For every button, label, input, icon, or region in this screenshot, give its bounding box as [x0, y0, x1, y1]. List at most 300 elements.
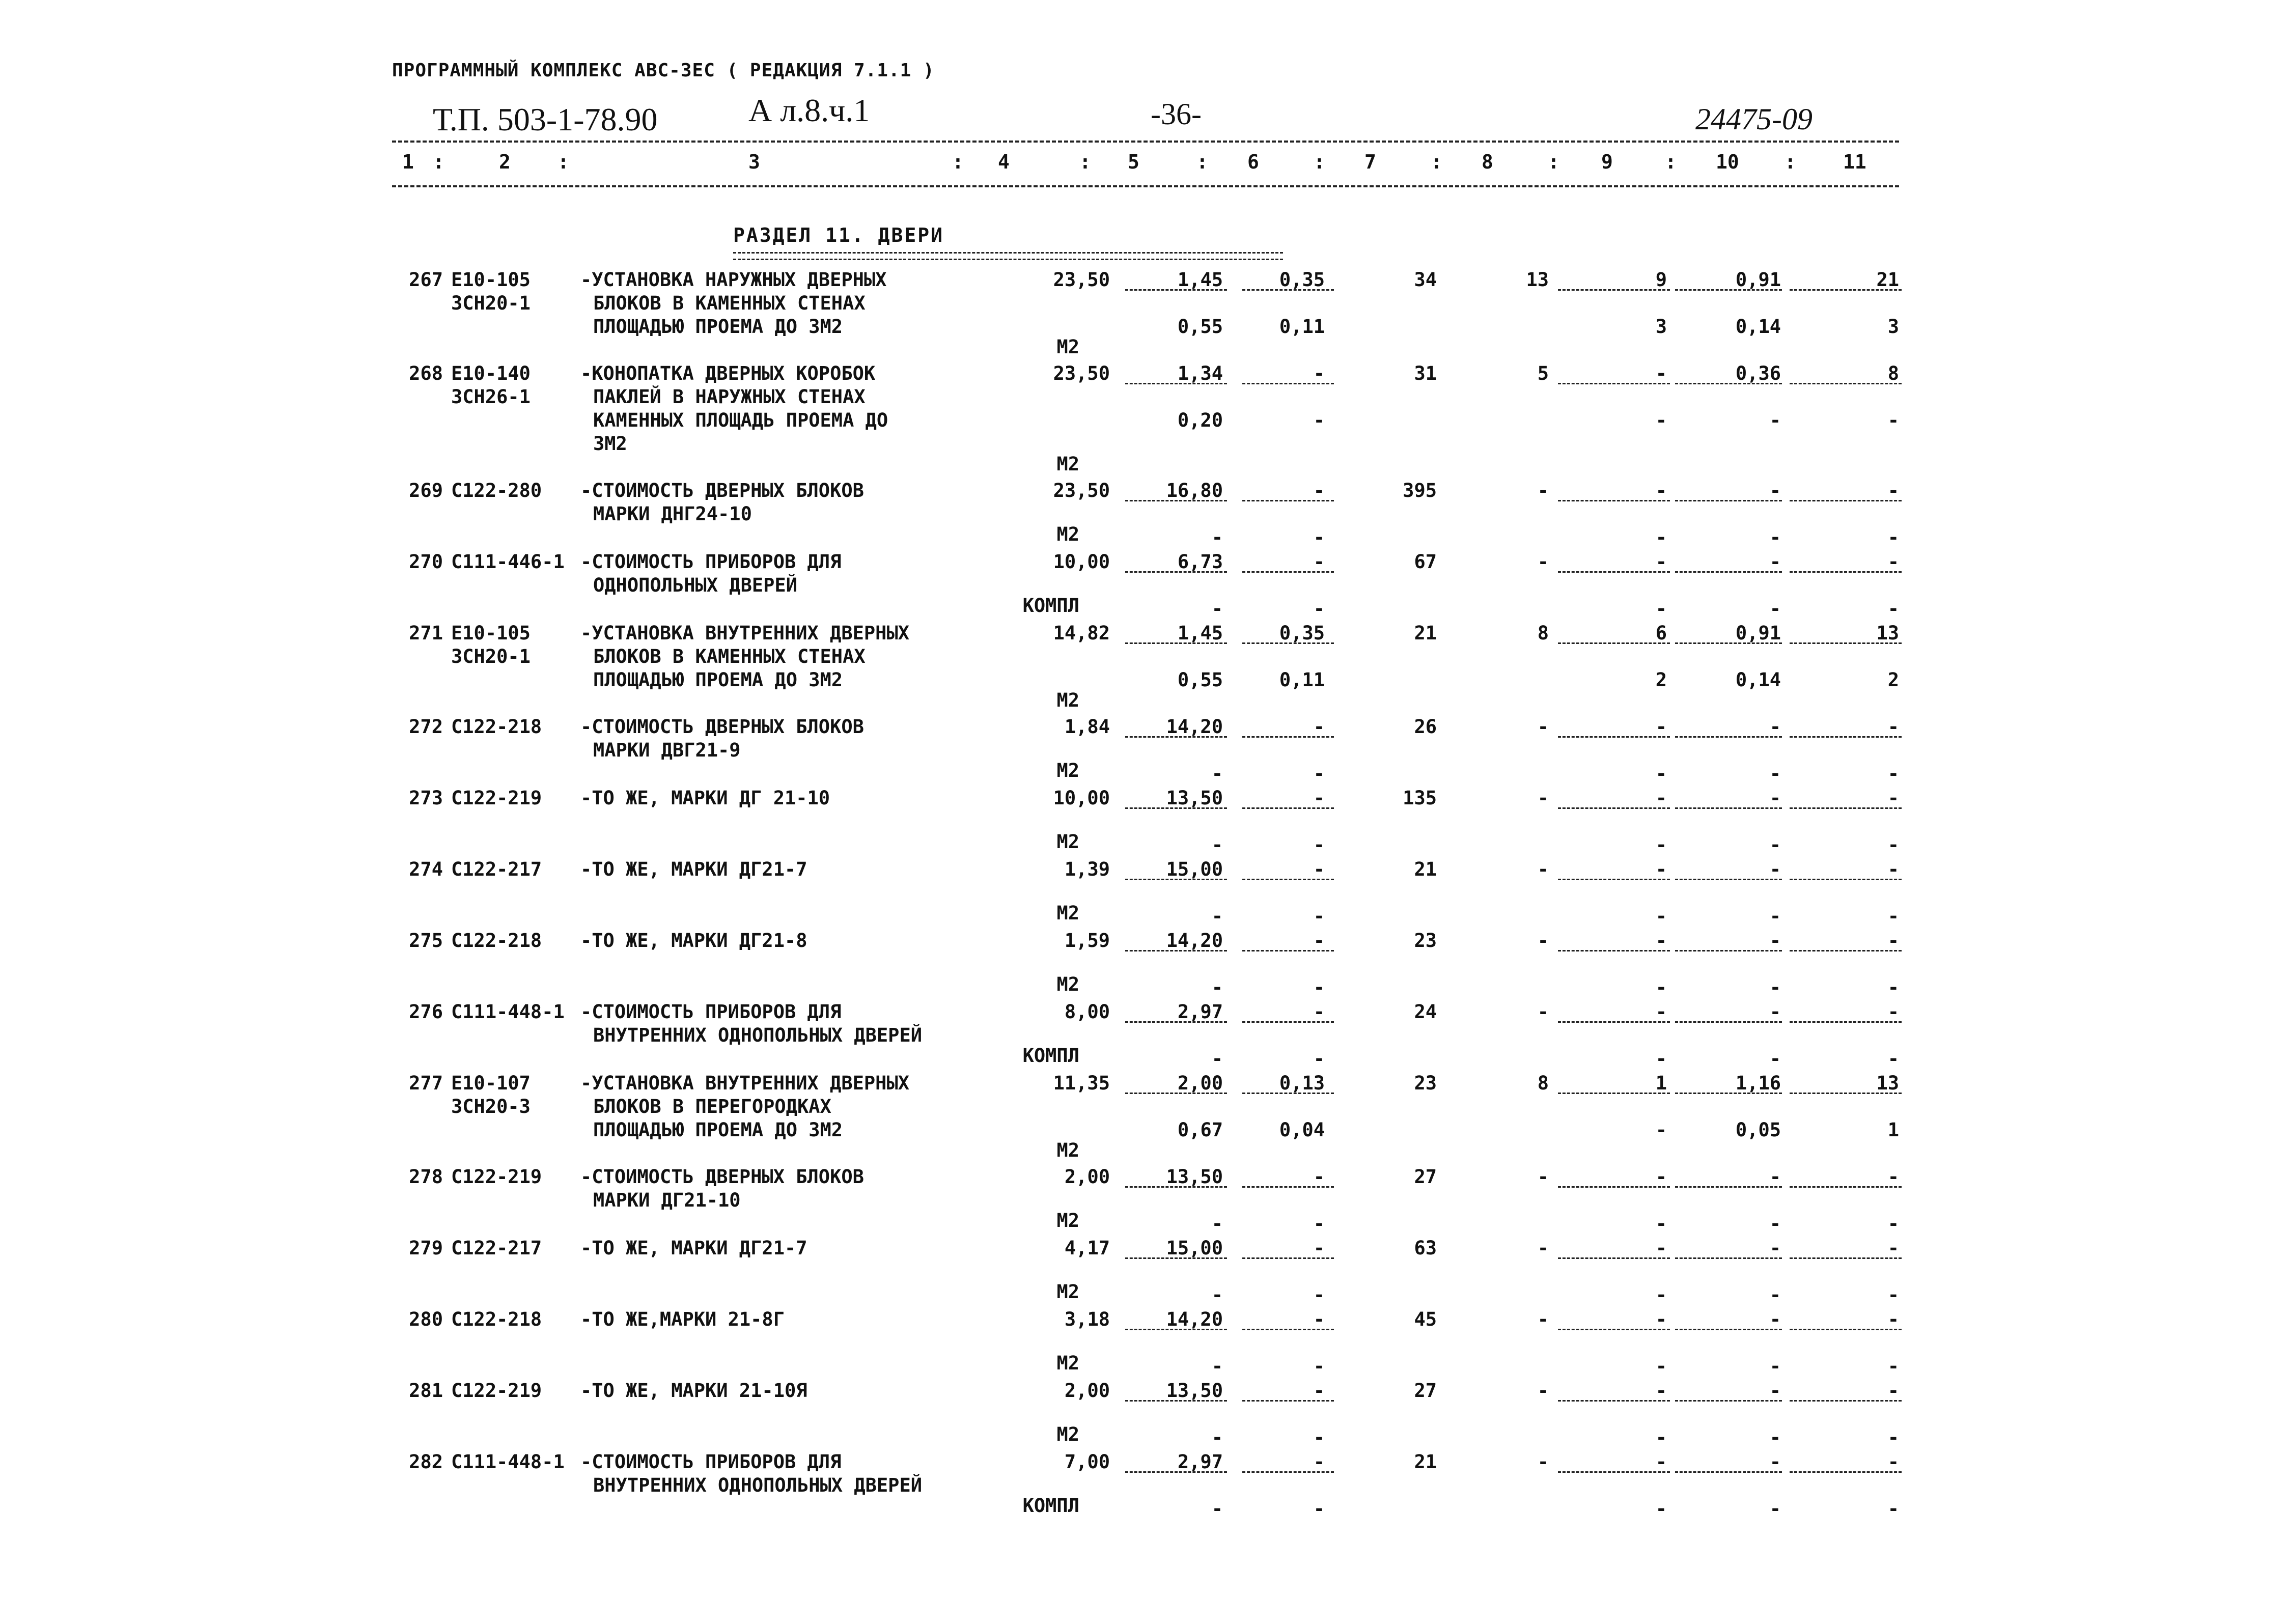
- cell-underline: [1242, 1400, 1334, 1402]
- work-description: ПЛОЩАДЬЮ ПРОЕМА ДО 3М2: [593, 669, 843, 691]
- value-col-10: 0,91: [1735, 269, 1781, 291]
- sub-value-col-11: 3: [1887, 316, 1899, 338]
- value-col-8: -: [1537, 480, 1549, 501]
- cell-underline: [1675, 500, 1782, 501]
- cell-underline: [1558, 642, 1670, 644]
- sub-value-col-10: -: [1769, 763, 1781, 785]
- cell-underline: [1125, 807, 1227, 809]
- sub-value-col-5: -: [1211, 1284, 1223, 1306]
- sub-value-col-5: 0,55: [1177, 316, 1223, 338]
- cell-underline: [1558, 736, 1670, 738]
- cell-underline: [1242, 1186, 1334, 1188]
- work-description: -СТОИМОСТЬ ДВЕРНЫХ БЛОКОВ: [580, 1166, 864, 1188]
- cell-underline: [1125, 1471, 1227, 1473]
- column-header-3: 3: [748, 151, 760, 173]
- value-col-5: 14,20: [1166, 930, 1223, 951]
- cell-underline: [1125, 1400, 1227, 1402]
- value-col-5: 1,45: [1177, 269, 1223, 291]
- rate-code: С122-217: [451, 1237, 542, 1259]
- row-number: 274: [409, 858, 443, 880]
- cell-underline: [1675, 807, 1782, 809]
- cell-underline: [1125, 1021, 1227, 1023]
- cell-underline: [1125, 500, 1227, 501]
- sub-value-col-9: 2: [1655, 669, 1667, 691]
- table-row: [397, 480, 1904, 550]
- column-separator: :: [1314, 151, 1325, 173]
- rate-code: С122-218: [451, 930, 542, 951]
- table-row: [397, 551, 1904, 621]
- cell-underline: [1675, 1471, 1782, 1473]
- value-col-4: 1,84: [1064, 716, 1110, 738]
- value-col-9: -: [1655, 1166, 1667, 1188]
- table-row: [397, 930, 1904, 1000]
- work-description: -СТОИМОСТЬ ПРИБОРОВ ДЛЯ: [580, 551, 842, 573]
- value-col-10: 0,36: [1735, 362, 1781, 384]
- value-col-6: -: [1313, 1237, 1325, 1259]
- unit-of-measure: М2: [1056, 1352, 1079, 1374]
- work-description: -УСТАНОВКА ВНУТРЕННИХ ДВЕРНЫХ: [580, 622, 910, 644]
- value-col-7: 23: [1414, 930, 1437, 951]
- cell-underline: [1790, 807, 1902, 809]
- value-col-6: -: [1313, 480, 1325, 501]
- cell-underline: [1675, 383, 1782, 384]
- work-description: -КОНОПАТКА ДВЕРНЫХ КОРОБОК: [580, 362, 876, 384]
- cell-underline: [1790, 383, 1902, 384]
- sub-value-col-6: -: [1313, 763, 1325, 785]
- value-col-9: 1: [1655, 1072, 1667, 1094]
- cell-underline: [1125, 950, 1227, 951]
- column-separator: :: [1079, 151, 1091, 173]
- sub-value-col-6: -: [1313, 1213, 1325, 1235]
- value-col-9: 6: [1655, 622, 1667, 644]
- row-number: 269: [409, 480, 443, 501]
- table-row: [397, 787, 1904, 857]
- cell-underline: [1790, 1329, 1902, 1330]
- sub-value-col-11: -: [1887, 526, 1899, 548]
- value-col-9: -: [1655, 716, 1667, 738]
- value-col-10: -: [1769, 1166, 1781, 1188]
- unit-of-measure: М2: [1056, 1210, 1079, 1231]
- work-description: КАМЕННЫХ ПЛОЩАДЬ ПРОЕМА ДО: [593, 409, 888, 431]
- row-number: 275: [409, 930, 443, 951]
- rate-code: Е10-105: [451, 622, 531, 644]
- column-header-2: 2: [499, 151, 511, 173]
- cell-underline: [1125, 1093, 1227, 1094]
- cell-underline: [1558, 1093, 1670, 1094]
- value-col-4: 4,17: [1064, 1237, 1110, 1259]
- rate-code: С122-219: [451, 787, 542, 809]
- sub-value-col-10: -: [1769, 1213, 1781, 1235]
- value-col-11: -: [1887, 1237, 1899, 1259]
- value-col-6: -: [1313, 1001, 1325, 1023]
- unit-of-measure: М2: [1056, 453, 1079, 475]
- rate-code-secondary: ЗСН20-1: [451, 646, 531, 667]
- table-row: [397, 1237, 1904, 1307]
- work-description: -ТО ЖЕ, МАРКИ ДГ 21-10: [580, 787, 830, 809]
- sub-value-col-11: -: [1887, 1213, 1899, 1235]
- column-separator: :: [1196, 151, 1208, 173]
- value-col-7: 63: [1414, 1237, 1437, 1259]
- value-col-6: 0,13: [1279, 1072, 1325, 1094]
- value-col-4: 23,50: [1053, 362, 1110, 384]
- cell-underline: [1675, 1400, 1782, 1402]
- cell-underline: [1558, 571, 1670, 573]
- value-col-4: 14,82: [1053, 622, 1110, 644]
- value-col-5: 15,00: [1166, 1237, 1223, 1259]
- value-col-10: -: [1769, 1380, 1781, 1402]
- sub-value-col-6: -: [1313, 834, 1325, 856]
- header-rule-top: [392, 141, 1899, 143]
- cell-underline: [1790, 1021, 1902, 1023]
- sub-value-col-9: -: [1655, 1048, 1667, 1070]
- work-description: БЛОКОВ В КАМЕННЫХ СТЕНАХ: [593, 292, 866, 314]
- cell-underline: [1790, 289, 1902, 291]
- value-col-5: 6,73: [1177, 551, 1223, 573]
- value-col-7: 34: [1414, 269, 1437, 291]
- rate-code: С122-219: [451, 1166, 542, 1188]
- value-col-7: 24: [1414, 1001, 1437, 1023]
- value-col-8: 8: [1537, 622, 1549, 644]
- sub-value-col-10: -: [1769, 834, 1781, 856]
- work-description: МАРКИ ДВГ21-9: [593, 739, 741, 761]
- value-col-5: 13,50: [1166, 1380, 1223, 1402]
- cell-underline: [1675, 1093, 1782, 1094]
- cell-underline: [1790, 950, 1902, 951]
- value-col-6: -: [1313, 551, 1325, 573]
- column-separator: :: [1665, 151, 1677, 173]
- value-col-4: 3,18: [1064, 1308, 1110, 1330]
- cell-underline: [1558, 1329, 1670, 1330]
- value-col-4: 23,50: [1053, 480, 1110, 501]
- value-col-9: -: [1655, 858, 1667, 880]
- sub-value-col-11: -: [1887, 598, 1899, 620]
- sub-value-col-6: 0,11: [1279, 316, 1325, 338]
- sub-value-col-10: -: [1769, 1284, 1781, 1306]
- work-description: МАРКИ ДГ21-10: [593, 1189, 741, 1211]
- row-number: 273: [409, 787, 443, 809]
- cell-underline: [1790, 642, 1902, 644]
- column-header-9: 9: [1601, 151, 1613, 173]
- value-col-8: -: [1537, 1308, 1549, 1330]
- inventory-number: 24475-09: [1695, 102, 1813, 136]
- value-col-5: 1,45: [1177, 622, 1223, 644]
- estimate-table: [397, 269, 1904, 1522]
- sub-value-col-9: -: [1655, 598, 1667, 620]
- sub-value-col-10: -: [1769, 976, 1781, 998]
- column-header-6: 6: [1247, 151, 1259, 173]
- value-col-6: -: [1313, 1166, 1325, 1188]
- sub-value-col-9: -: [1655, 976, 1667, 998]
- value-col-7: 395: [1403, 480, 1437, 501]
- value-col-8: -: [1537, 1001, 1549, 1023]
- rate-code: Е10-140: [451, 362, 531, 384]
- column-header-10: 10: [1716, 151, 1739, 173]
- value-col-9: -: [1655, 787, 1667, 809]
- table-row: [397, 716, 1904, 786]
- value-col-11: -: [1887, 1308, 1899, 1330]
- value-col-10: -: [1769, 858, 1781, 880]
- value-col-7: 21: [1414, 622, 1437, 644]
- sub-value-col-11: -: [1887, 976, 1899, 998]
- row-number: 280: [409, 1308, 443, 1330]
- cell-underline: [1242, 500, 1334, 501]
- unit-of-measure: КОМПЛ: [1022, 1045, 1079, 1067]
- sub-value-col-10: -: [1769, 598, 1781, 620]
- table-row: [397, 1451, 1904, 1521]
- sub-value-col-6: -: [1313, 409, 1325, 431]
- cell-underline: [1242, 642, 1334, 644]
- cell-underline: [1558, 500, 1670, 501]
- value-col-8: -: [1537, 1166, 1549, 1188]
- value-col-6: 0,35: [1279, 622, 1325, 644]
- sub-value-col-5: -: [1211, 1426, 1223, 1448]
- value-col-4: 1,39: [1064, 858, 1110, 880]
- cell-underline: [1242, 736, 1334, 738]
- sub-value-col-10: -: [1769, 526, 1781, 548]
- cell-underline: [1125, 1329, 1227, 1330]
- value-col-10: 1,16: [1735, 1072, 1781, 1094]
- rate-code: С111-448-1: [451, 1001, 565, 1023]
- unit-of-measure: М2: [1056, 1139, 1079, 1161]
- sub-value-col-5: 0,67: [1177, 1119, 1223, 1141]
- rate-code: С122-217: [451, 858, 542, 880]
- table-row: [397, 1166, 1904, 1236]
- value-col-9: -: [1655, 1237, 1667, 1259]
- rate-code: С122-219: [451, 1380, 542, 1402]
- work-description: ОДНОПОЛЬНЫХ ДВЕРЕЙ: [593, 574, 797, 596]
- work-description: БЛОКОВ В КАМЕННЫХ СТЕНАХ: [593, 646, 866, 667]
- value-col-6: -: [1313, 1451, 1325, 1473]
- column-header-11: 11: [1843, 151, 1866, 173]
- value-col-11: -: [1887, 716, 1899, 738]
- row-number: 268: [409, 362, 443, 384]
- sub-value-col-5: -: [1211, 598, 1223, 620]
- table-row: [397, 362, 1904, 480]
- value-col-10: -: [1769, 1237, 1781, 1259]
- value-col-5: 2,97: [1177, 1451, 1223, 1473]
- row-number: 277: [409, 1072, 443, 1094]
- work-description: ВНУТРЕННИХ ОДНОПОЛЬНЫХ ДВЕРЕЙ: [593, 1024, 923, 1046]
- sub-value-col-6: -: [1313, 1284, 1325, 1306]
- table-row: [397, 858, 1904, 929]
- cell-underline: [1558, 1400, 1670, 1402]
- sub-value-col-11: 1: [1887, 1119, 1899, 1141]
- value-col-10: 0,91: [1735, 622, 1781, 644]
- work-description: ПЛОЩАДЬЮ ПРОЕМА ДО 3М2: [593, 1119, 843, 1141]
- work-description: 3М2: [593, 433, 627, 455]
- value-col-6: -: [1313, 1308, 1325, 1330]
- work-description: ПЛОЩАДЬЮ ПРОЕМА ДО 3М2: [593, 316, 843, 338]
- value-col-7: 21: [1414, 1451, 1437, 1473]
- value-col-7: 135: [1403, 787, 1437, 809]
- value-col-7: 27: [1414, 1380, 1437, 1402]
- rate-code-secondary: ЗСН26-1: [451, 386, 531, 408]
- cell-underline: [1675, 642, 1782, 644]
- rate-code-secondary: ЗСН20-3: [451, 1096, 531, 1117]
- unit-of-measure: М2: [1056, 336, 1079, 358]
- cell-underline: [1242, 950, 1334, 951]
- cell-underline: [1242, 879, 1334, 880]
- value-col-5: 1,34: [1177, 362, 1223, 384]
- cell-underline: [1790, 1400, 1902, 1402]
- cell-underline: [1675, 736, 1782, 738]
- cell-underline: [1242, 1021, 1334, 1023]
- column-header-5: 5: [1128, 151, 1139, 173]
- rate-code: С122-218: [451, 716, 542, 738]
- value-col-9: -: [1655, 1308, 1667, 1330]
- sub-value-col-9: -: [1655, 1284, 1667, 1306]
- value-col-7: 27: [1414, 1166, 1437, 1188]
- value-col-9: 9: [1655, 269, 1667, 291]
- value-col-8: 13: [1526, 269, 1549, 291]
- value-col-11: -: [1887, 930, 1899, 951]
- cell-underline: [1558, 289, 1670, 291]
- value-col-11: -: [1887, 480, 1899, 501]
- value-col-4: 1,59: [1064, 930, 1110, 951]
- cell-underline: [1242, 1471, 1334, 1473]
- value-col-7: 23: [1414, 1072, 1437, 1094]
- cell-underline: [1558, 1257, 1670, 1259]
- sub-value-col-5: 0,55: [1177, 669, 1223, 691]
- sub-value-col-11: -: [1887, 1284, 1899, 1306]
- album-number: А л.8.ч.1: [748, 92, 870, 128]
- work-description: -СТОИМОСТЬ ДВЕРНЫХ БЛОКОВ: [580, 716, 864, 738]
- column-separator: :: [1785, 151, 1796, 173]
- value-col-9: -: [1655, 480, 1667, 501]
- sub-value-col-5: -: [1211, 834, 1223, 856]
- unit-of-measure: М2: [1056, 973, 1079, 995]
- cell-underline: [1790, 736, 1902, 738]
- value-col-5: 2,00: [1177, 1072, 1223, 1094]
- sub-value-col-10: -: [1769, 1498, 1781, 1520]
- cell-underline: [1790, 1186, 1902, 1188]
- value-col-4: 2,00: [1064, 1380, 1110, 1402]
- value-col-10: -: [1769, 1451, 1781, 1473]
- unit-of-measure: М2: [1056, 760, 1079, 781]
- row-number: 282: [409, 1451, 443, 1473]
- sub-value-col-6: 0,04: [1279, 1119, 1325, 1141]
- unit-of-measure: М2: [1056, 689, 1079, 711]
- value-col-7: 31: [1414, 362, 1437, 384]
- cell-underline: [1675, 1186, 1782, 1188]
- value-col-4: 8,00: [1064, 1001, 1110, 1023]
- value-col-11: -: [1887, 787, 1899, 809]
- sub-value-col-5: 0,20: [1177, 409, 1223, 431]
- value-col-11: 8: [1887, 362, 1899, 384]
- sub-value-col-9: -: [1655, 1498, 1667, 1520]
- cell-underline: [1125, 736, 1227, 738]
- value-col-5: 16,80: [1166, 480, 1223, 501]
- value-col-9: -: [1655, 551, 1667, 573]
- sub-value-col-5: -: [1211, 763, 1223, 785]
- value-col-4: 7,00: [1064, 1451, 1110, 1473]
- column-header-7: 7: [1364, 151, 1376, 173]
- section-title: РАЗДЕЛ 11. ДВЕРИ: [733, 224, 944, 246]
- rate-code: Е10-107: [451, 1072, 531, 1094]
- sub-value-col-5: -: [1211, 1355, 1223, 1377]
- cell-underline: [1790, 879, 1902, 880]
- cell-underline: [1242, 1257, 1334, 1259]
- value-col-6: -: [1313, 362, 1325, 384]
- sub-value-col-11: -: [1887, 1048, 1899, 1070]
- value-col-10: -: [1769, 930, 1781, 951]
- sub-value-col-6: -: [1313, 1355, 1325, 1377]
- work-description: -СТОИМОСТЬ ПРИБОРОВ ДЛЯ: [580, 1451, 842, 1473]
- value-col-11: -: [1887, 1001, 1899, 1023]
- cell-underline: [1675, 1021, 1782, 1023]
- work-description: -УСТАНОВКА ВНУТРЕННИХ ДВЕРНЫХ: [580, 1072, 910, 1094]
- sub-value-col-9: -: [1655, 834, 1667, 856]
- unit-of-measure: М2: [1056, 1423, 1079, 1445]
- sub-value-col-5: -: [1211, 1213, 1223, 1235]
- value-col-8: -: [1537, 716, 1549, 738]
- work-description: -ТО ЖЕ, МАРКИ ДГ21-7: [580, 858, 807, 880]
- value-col-4: 2,00: [1064, 1166, 1110, 1188]
- value-col-6: -: [1313, 930, 1325, 951]
- cell-underline: [1675, 879, 1782, 880]
- section-underline: [733, 252, 1283, 260]
- cell-underline: [1125, 289, 1227, 291]
- cell-underline: [1125, 383, 1227, 384]
- cell-underline: [1558, 383, 1670, 384]
- cell-underline: [1558, 879, 1670, 880]
- cell-underline: [1790, 571, 1902, 573]
- page-number: -36-: [1151, 97, 1202, 131]
- value-col-4: 23,50: [1053, 269, 1110, 291]
- value-col-10: -: [1769, 1308, 1781, 1330]
- cell-underline: [1125, 1257, 1227, 1259]
- column-header-4: 4: [998, 151, 1010, 173]
- value-col-8: -: [1537, 551, 1549, 573]
- work-description: -СТОИМОСТЬ ПРИБОРОВ ДЛЯ: [580, 1001, 842, 1023]
- value-col-6: -: [1313, 787, 1325, 809]
- sub-value-col-5: -: [1211, 1498, 1223, 1520]
- value-col-9: -: [1655, 362, 1667, 384]
- sub-value-col-5: -: [1211, 1048, 1223, 1070]
- sub-value-col-10: -: [1769, 905, 1781, 927]
- unit-of-measure: КОМПЛ: [1022, 595, 1079, 617]
- sub-value-col-9: 3: [1655, 316, 1667, 338]
- cell-underline: [1242, 807, 1334, 809]
- value-col-10: -: [1769, 551, 1781, 573]
- unit-of-measure: М2: [1056, 1281, 1079, 1303]
- cell-underline: [1790, 500, 1902, 501]
- work-description: -УСТАНОВКА НАРУЖНЫХ ДВЕРНЫХ: [580, 269, 887, 291]
- cell-underline: [1675, 1329, 1782, 1330]
- table-row: [397, 622, 1904, 716]
- value-col-8: -: [1537, 1237, 1549, 1259]
- sub-value-col-10: 0,05: [1735, 1119, 1781, 1141]
- work-description: -ТО ЖЕ,МАРКИ 21-8Г: [580, 1308, 785, 1330]
- sub-value-col-9: -: [1655, 1355, 1667, 1377]
- value-col-4: 11,35: [1053, 1072, 1110, 1094]
- sub-value-col-9: -: [1655, 1213, 1667, 1235]
- sub-value-col-10: -: [1769, 1426, 1781, 1448]
- cell-underline: [1558, 1021, 1670, 1023]
- column-separator: :: [557, 151, 569, 173]
- cell-underline: [1242, 289, 1334, 291]
- work-description: МАРКИ ДНГ24-10: [593, 503, 752, 525]
- value-col-10: -: [1769, 716, 1781, 738]
- value-col-5: 2,97: [1177, 1001, 1223, 1023]
- value-col-11: -: [1887, 1380, 1899, 1402]
- column-separator: :: [952, 151, 964, 173]
- value-col-10: -: [1769, 787, 1781, 809]
- sub-value-col-5: -: [1211, 526, 1223, 548]
- work-description: ВНУТРЕННИХ ОДНОПОЛЬНЫХ ДВЕРЕЙ: [593, 1474, 923, 1496]
- sub-value-col-6: -: [1313, 1048, 1325, 1070]
- cell-underline: [1125, 642, 1227, 644]
